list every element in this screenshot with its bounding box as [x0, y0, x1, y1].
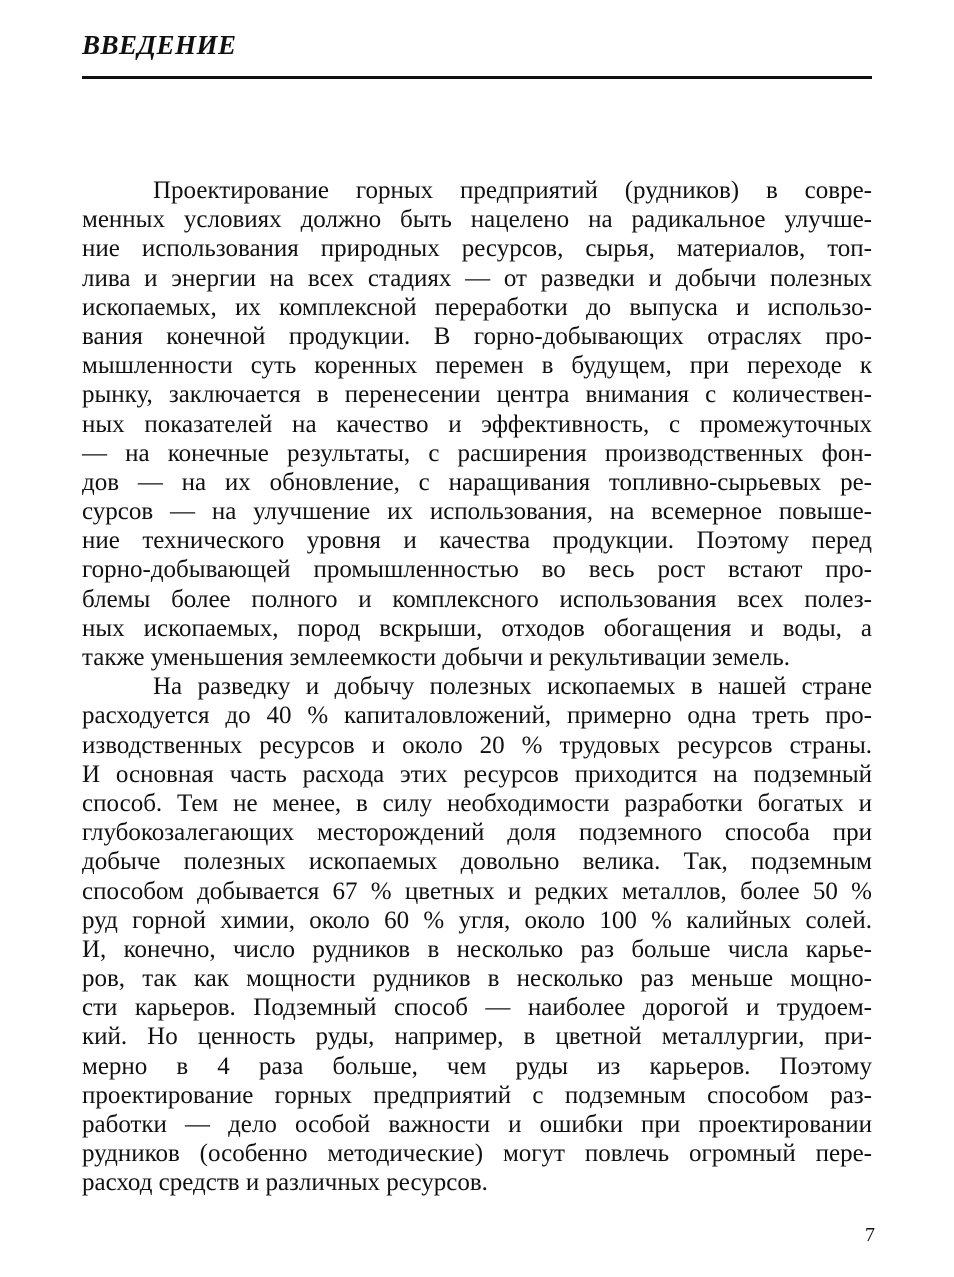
- text-line: ных показателей на качество и эффективность, с промежуточных: [82, 410, 872, 438]
- text-line: блемы более полного и комплексного использования всех полез-: [82, 585, 872, 613]
- text-line: И, конечно, число рудников в несколько раз больше числа карье-: [82, 935, 872, 963]
- text-line: рынку, заключается в перенесении центра внимания с количествен-: [82, 381, 872, 409]
- text-line: расход средств и различных ресурсов.: [82, 1169, 488, 1197]
- text-line: ров, так как мощности рудников в несколько раз меньше мощно-: [82, 965, 872, 993]
- text-line: сти карьеров. Подземный способ — наиболее дорогой и трудоем-: [82, 994, 872, 1022]
- text-line: мерно в 4 раза больше, чем руды из карьеров. Поэтому: [82, 1052, 872, 1080]
- text-line: На разведку и добычу полезных ископаемых в нашей стране: [153, 673, 872, 701]
- text-line: И основная часть расхода этих ресурсов приходится на подземный: [82, 760, 872, 788]
- text-line: руд горной химии, около 60 % угля, около 100 % калийных солей.: [82, 906, 872, 934]
- text-line: ископаемых, их комплексной переработки до выпуска и использо-: [82, 293, 872, 321]
- text-line: также уменьшения землеемкости добычи и рекультивации земель.: [82, 644, 790, 671]
- text-line: изводственных ресурсов и около 20 % трудовых ресурсов страны.: [82, 731, 872, 759]
- text-line: рудников (особенно методические) могут повлечь огромный пере-: [82, 1140, 872, 1168]
- paragraph-1: [82, 176, 872, 672]
- text-line: ных ископаемых, пород вскрыши, отходов обогащения и воды, а: [82, 614, 872, 642]
- text-line: расходуется до 40 % капиталовложений, примерно одна треть про-: [82, 702, 872, 730]
- page-number: 7: [865, 1224, 875, 1246]
- text-line: добыче полезных ископаемых довольно велика. Так, подземным: [82, 848, 872, 876]
- header-divider: [82, 76, 872, 79]
- text-line: ние технического уровня и качества продукции. Поэтому перед: [82, 527, 872, 555]
- text-line: способом добывается 67 % цветных и редких металлов, более 50 %: [82, 877, 872, 905]
- text-line: мышленности суть коренных перемен в будущем, при переходе к: [82, 352, 872, 380]
- text-line: кий. Но ценность руды, например, в цветной металлургии, при-: [82, 1023, 872, 1051]
- text-line: проектирование горных предприятий с подземным способом раз-: [82, 1081, 872, 1109]
- text-line: дов — на их обновление, с наращивания топливно-сырьевых ре-: [82, 468, 872, 496]
- text-line: горно-добывающей промышленностью во весь рост встают про-: [82, 556, 872, 584]
- paragraph-2: [82, 672, 872, 1197]
- text-line: ние использования природных ресурсов, сырья, материалов, топ-: [82, 235, 872, 263]
- text-line: лива и энергии на всех стадиях — от разведки и добычи полезных: [82, 264, 872, 292]
- page-title: ВВЕДЕНИЕ: [82, 30, 237, 60]
- body-text: [82, 176, 872, 1198]
- text-line: способ. Тем не менее, в силу необходимости разработки богатых и: [82, 789, 872, 817]
- text-line: работки — дело особой важности и ошибки при проектировании: [82, 1111, 872, 1138]
- text-line: менных условиях должно быть нацелено на радикальное улучше-: [82, 206, 872, 234]
- text-line: глубокозалегающих месторождений доля подземного способа при: [82, 819, 872, 847]
- text-line: — на конечные результаты, с расширения производственных фон-: [82, 439, 872, 467]
- text-line: сурсов — на улучшение их использования, на всемерное повыше-: [82, 498, 872, 526]
- text-line: Проектирование горных предприятий (рудников) в совре-: [153, 177, 872, 204]
- text-line: вания конечной продукции. В горно-добывающих отраслях про-: [82, 322, 872, 350]
